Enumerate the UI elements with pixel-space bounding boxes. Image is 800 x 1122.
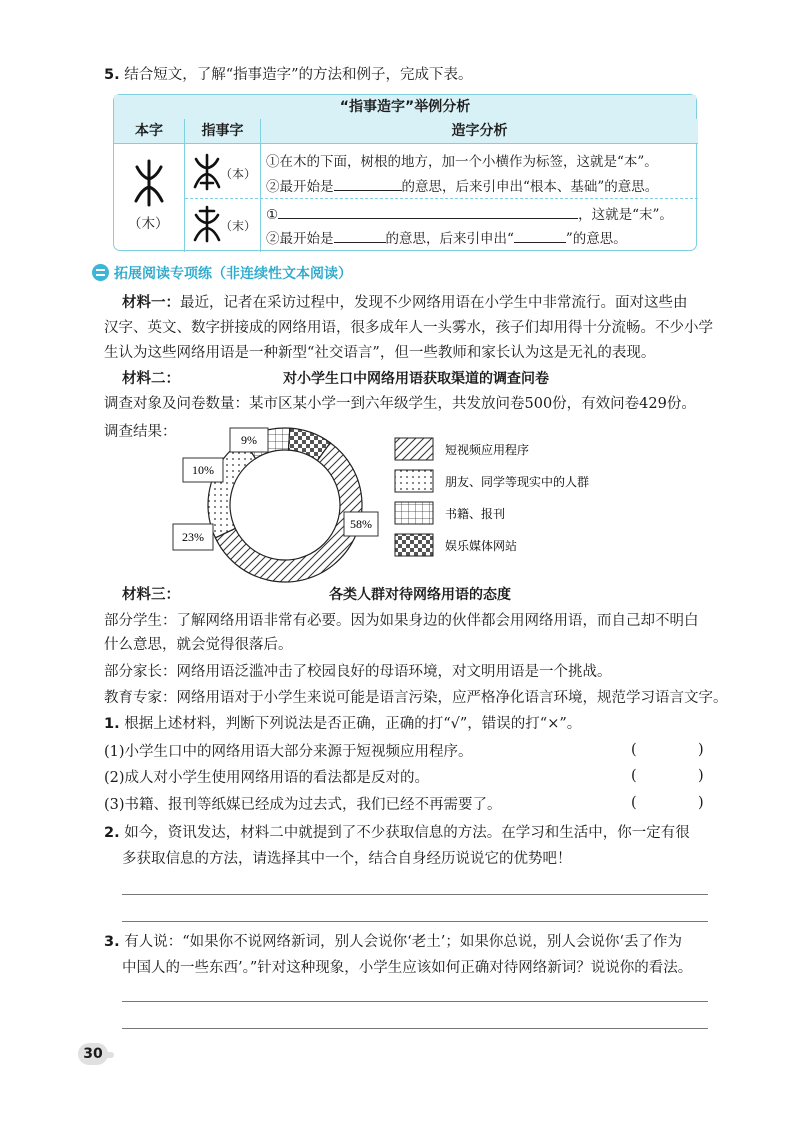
blank-input[interactable]: [334, 177, 402, 191]
answer-line[interactable]: [122, 894, 708, 895]
data-label: 58%: [350, 517, 372, 531]
legend-swatch: [395, 534, 433, 556]
q5-prompt: [104, 65, 473, 85]
header-analysis: 造字分析: [261, 119, 698, 144]
row1-line2: ②最开始是 的意思，后来引申出“根本、基础”的意思。: [266, 179, 659, 195]
answer-paren-open[interactable]: (: [631, 795, 637, 811]
donut-slice-2: [208, 440, 256, 538]
row2-line2: ②最开始是 的意思，后来引申出“ ”的意思。: [266, 231, 627, 247]
data-label: 10%: [192, 463, 214, 477]
material2-title: 对小学生口中网络用语获取渠道的调查问卷: [283, 371, 549, 387]
blank-input[interactable]: [514, 229, 566, 243]
answer-line[interactable]: [122, 1001, 708, 1002]
legend-swatch: [395, 438, 433, 460]
material1-line1: 材料一：最近，记者在采访过程中，发现不少网络用语在小学生中非常流行。面对这些由: [122, 294, 688, 311]
q5-text: 结合短文，了解“指事造字”的方法和例子，完成下表。: [124, 67, 473, 83]
q1-item-3: (3)书籍、报刊等纸媒已经成为过去式，我们已经不再需要了。: [104, 797, 502, 813]
seal-mu-glyph: [132, 157, 166, 209]
q2-line1: 2. 如今，资讯发达，材料二中就提到了不少获取信息的方法。在学习和生活中，你一定有很: [104, 825, 690, 841]
q1-item-1: (1)小学生口中的网络用语大部分来源于短视频应用程序。: [104, 744, 473, 760]
q5-number: 5.: [104, 67, 120, 83]
ben-label: （本）: [220, 167, 257, 181]
data-label: 23%: [182, 530, 204, 544]
analysis-table: [113, 94, 697, 251]
answer-paren-close[interactable]: ): [698, 795, 704, 811]
answer-paren-close[interactable]: ): [698, 742, 704, 758]
row2-line1: ① ，这就是“末”。: [266, 207, 673, 223]
answer-line[interactable]: [122, 921, 708, 922]
data-label: 9%: [241, 433, 257, 447]
q1-prompt: 1. 根据上述材料，判断下列说法是否正确，正确的打“√”，错误的打“×”。: [104, 716, 582, 732]
seal-mo-glyph: [192, 205, 222, 243]
legend-label: 短视频应用程序: [445, 443, 530, 457]
header-indicative-char: 指事字: [185, 119, 260, 144]
material3-label: 材料三：: [122, 586, 180, 603]
q3-line2: 中国人的一些东西’。”针对这种现象，小学生应该如何正确对待网络新词？说说你的看法。: [122, 960, 693, 976]
answer-paren-close[interactable]: ): [698, 768, 704, 784]
q2-line2: 多获取信息的方法，请选择其中一个，结合自身经历说说它的优势吧！: [122, 851, 572, 867]
mo-label: （末）: [220, 219, 257, 233]
answer-paren-open[interactable]: (: [631, 742, 637, 758]
table-title: “指事造字”举例分析: [114, 95, 696, 120]
material3-line1: 部分学生：了解网络用语非常有必要。因为如果身边的伙伴都会用网络用语，而自己却不明白: [104, 613, 699, 629]
row1-line1: ①在木的下面，树根的地方，加一个小横作为标签，这就是“本”。: [266, 154, 658, 170]
seal-ben-glyph: [192, 153, 222, 191]
legend-label: 朋友、同学等现实中的人群: [445, 475, 590, 489]
material1-line3: 生认为这些网络用语是一种新型“社交语言”，但一些教师和家长认为这是无礼的表现。: [104, 345, 656, 361]
blank-input[interactable]: [334, 229, 386, 243]
material3-line2: 什么意思，就会觉得很落后。: [104, 637, 293, 653]
legend-swatch: [395, 470, 433, 492]
survey-info: 调查对象及问卷数量：某市区某小学一到六年级学生，共发放问卷500份，有效问卷429份。: [104, 396, 696, 412]
legend-swatch: [395, 502, 433, 524]
donut-chart: [170, 420, 590, 580]
material2-label: 材料二：: [122, 370, 180, 387]
survey-result-label: 调查结果：: [104, 424, 177, 440]
legend-label: 娱乐媒体网站: [445, 539, 518, 553]
material3-line3: 部分家长：网络用语泛滥冲击了校园良好的母语环境，对文明用语是一个挑战。: [104, 664, 612, 680]
material3-title: 各类人群对待网络用语的态度: [329, 587, 511, 603]
base-char-label: （木）: [128, 216, 169, 232]
legend-label: 书籍、报刊: [445, 507, 506, 521]
answer-line[interactable]: [122, 1028, 708, 1029]
header-base-char: 本字: [114, 119, 184, 144]
section-title: 拓展阅读专项练（非连续性文本阅读）: [114, 266, 352, 282]
section-icon: [92, 264, 109, 281]
q3-line1: 3. 有人说：“如果你不说网络新词，别人会说你‘老土’；如果你总说，别人会说你‘丢了作为: [104, 934, 682, 950]
q1-item-2: (2)成人对小学生使用网络用语的看法都是反对的。: [104, 770, 430, 786]
answer-paren-open[interactable]: (: [631, 768, 637, 784]
material1-line2: 汉字、英文、数字拼接成的网络用语，很多成年人一头雾水，孩子们却用得十分流畅。不少小学: [104, 320, 713, 336]
material3-line4: 教育专家：网络用语对于小学生来说可能是语言污染，应严格净化语言环境，规范学习语言文字。: [104, 690, 728, 706]
blank-input[interactable]: [278, 205, 578, 219]
page-number: 30: [78, 1043, 108, 1065]
